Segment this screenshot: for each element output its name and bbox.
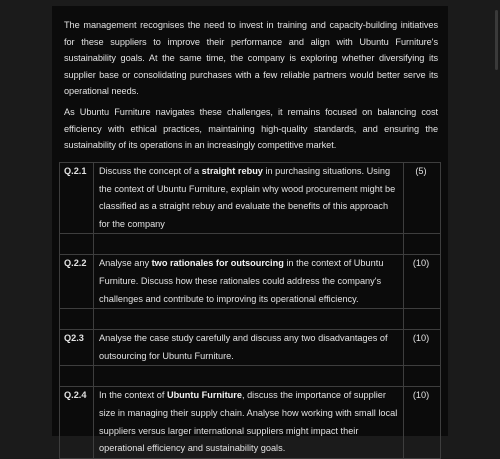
intro-paragraph-2: As Ubuntu Furniture navigates these challenges, it remains focused on balancing cost efficiency with ethical practices, maintaining high-quality standards, and ensuring the sustainability of its operations in an increasingly competitive market. bbox=[64, 107, 438, 151]
spacer-row bbox=[60, 366, 441, 387]
intro-paragraph-1: The management recognises the need to invest in training and capacity-building initiatives for these suppliers to improve their performance and align with Ubuntu Furniture's sustainability goals. At the same time, the company is exploring whether diversifying its supplier base or consolidating purchases with a few reliable partners would better serve its operational needs. bbox=[64, 20, 438, 97]
question-number: Q.2.1 bbox=[60, 163, 94, 234]
question-row bbox=[60, 163, 441, 234]
question-text: Analyse any two rationales for outsourcing in the context of Ubuntu Furniture. Discuss how these rationales could address the company's challenges and contribute to improving its operational efficiency. bbox=[94, 255, 404, 309]
question-marks: (10) bbox=[404, 255, 441, 309]
question-marks: (5) bbox=[404, 163, 441, 234]
question-row bbox=[60, 387, 441, 458]
question-number: Q.2.4 bbox=[60, 387, 94, 458]
question-text: In the context of Ubuntu Furniture, discuss the importance of supplier size in managing their supply chain. Analyse how working with small local suppliers versus larger international suppliers might impact their operational efficiency and sustainability goals. bbox=[94, 387, 404, 458]
question-row bbox=[60, 255, 441, 309]
spacer-row bbox=[60, 234, 441, 255]
spacer-row bbox=[60, 309, 441, 330]
questions-table bbox=[59, 162, 441, 459]
question-marks: (10) bbox=[404, 387, 441, 458]
question-number: Q.2.2 bbox=[60, 255, 94, 309]
question-row bbox=[60, 330, 441, 366]
question-text: Discuss the concept of a straight rebuy in purchasing situations. Using the context of Ubuntu Furniture, explain why wood procurement might be classified as a straight rebuy and evaluate the benefits of this approach for the company bbox=[94, 163, 404, 234]
question-marks: (10) bbox=[404, 330, 441, 366]
scrollbar[interactable] bbox=[495, 10, 498, 70]
question-text: Analyse the case study carefully and discuss any two disadvantages of outsourcing for Ubuntu Furniture. bbox=[94, 330, 404, 366]
question-number: Q2.3 bbox=[60, 330, 94, 366]
